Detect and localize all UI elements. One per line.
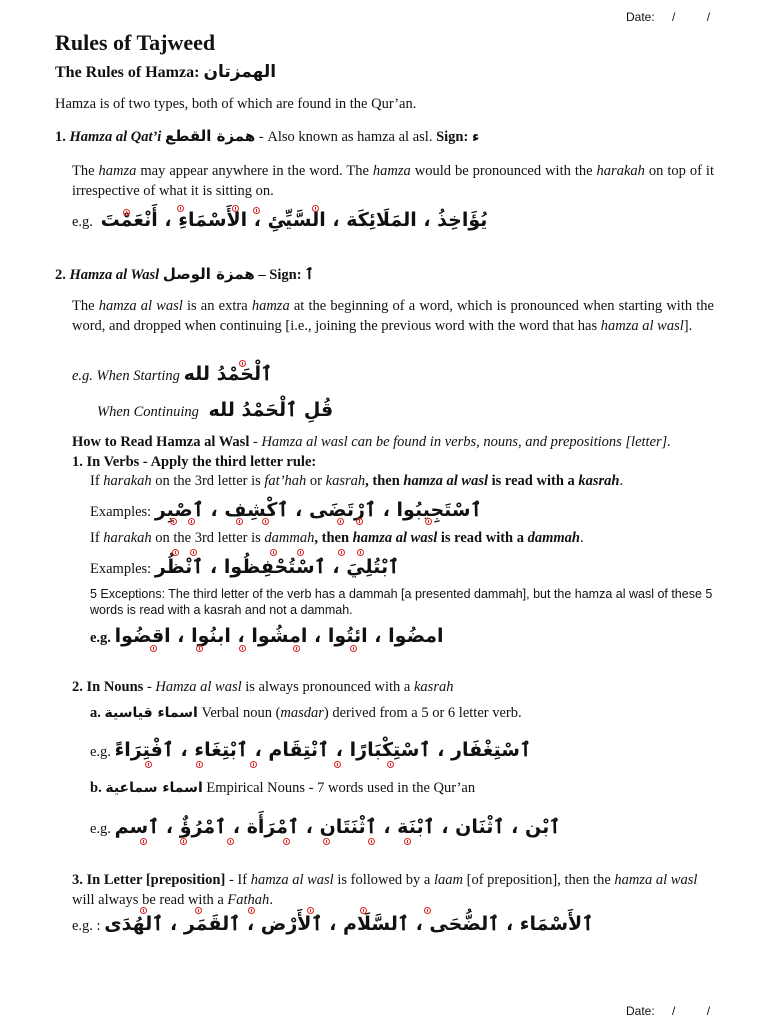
section1-name: Hamza al Qat’i [69,129,162,145]
section-subtitle [55,62,276,82]
section2-paragraph: The hamza al wasl is an extra hamza at the beginning of a word, which is pronounced when starting with the word, and dropped when continuing [i.e., joining the previous word with the word that has hamza al wasl]. [72,298,714,334]
section1-number: 1. [55,129,66,145]
section2-dash: – [258,267,266,283]
section2-start-arabic: ٱلْحَمْدُ لله [183,363,273,385]
section1-sign: ء [471,129,480,145]
kasrah-marker-icon [323,838,330,845]
verbs-exceptions: 5 Exceptions: The third letter of the verb has a dammah [a presented dammah], but the hamza al wasl of these 5 words is read with a kasrah and not a dammah. [90,587,713,617]
subtitle-arabic: الهمزتان [203,62,277,82]
section2-sign: ٱ [305,267,314,283]
section2-sign-label: Sign: [269,267,302,283]
hamza-marker-icon [232,205,239,212]
section2-continue-example [97,399,333,421]
hamza-marker-icon [177,205,184,212]
letter-example [72,913,593,935]
kasrah-marker-icon [180,838,187,845]
subtitle-english: The Rules of Hamza: [55,64,200,81]
fathah-marker-icon [248,907,255,914]
letter-heading: 3. In Letter [preposition] - If hamza al wasl is followed by a laam [of preposition], then the hamza al wasl will always be read with a Fathah. [72,872,698,908]
nouns-a-eg-label: e.g. [90,744,111,760]
kasrah-marker-icon [387,761,394,768]
hamza-marker-icon [253,207,260,214]
nouns-b: b. اسماء سماعية Empirical Nouns - 7 words used in the Qur’an [90,780,476,796]
kasrah-marker-icon [356,518,363,525]
fathah-marker-icon [195,907,202,914]
verbs-exceptions-eg-label: e.g. [90,630,111,646]
section2-continue-arabic: قُلِ ٱلْحَمْدُ لله [208,399,334,421]
footer-date [626,1004,724,1018]
section1-paragraph: The hamza may appear anywhere in the word. The hamza would be pronounced with the harakah on top of it irrespective of what it is sitting on. [72,163,714,199]
fathah-marker-icon [424,907,431,914]
section2-arabic: همزة الوصل [162,265,255,283]
howto-heading [72,434,671,451]
kasrah-marker-icon [293,645,300,652]
nouns-a-arabic: ٱسْتِغْفَار ، ٱسْتِكْبَارًا ، ٱنْتِقَام ، ٱبْتِغَاء ، ٱفْتِرَاءً [114,739,532,761]
section1-arabic: همزة القطع [164,127,256,145]
section2-continue-label: When Continuing [97,404,199,420]
nouns-heading: 2. In Nouns - Hamza al wasl is always pronounced with a kasrah [72,679,454,695]
kasrah-marker-icon [425,518,432,525]
kasrah-marker-icon [145,761,152,768]
header-date-value: / / [672,10,725,24]
dammah-marker-icon [357,549,364,556]
section1-sign-label: Sign: [436,129,469,145]
footer-date-label: Date: [626,1004,655,1018]
footer-date-value: / / [672,1004,725,1018]
section1-aka: - Also known as hamza al asl. [258,129,433,145]
verbs-rule2: If harakah on the 3rd letter is dammah, then hamza al wasl is read with a dammah. [90,530,584,546]
kasrah-marker-icon [227,838,234,845]
kasrah-marker-icon [368,838,375,845]
verbs-example2 [90,556,399,578]
nouns-b-arabic: ٱبْن ، ٱثْنَان ، ٱبْنَة ، ٱثْنَتَان ، ٱمْرَأَة ، ٱمْرُؤٌ ، ٱسم [114,816,561,838]
intro-text: Hamza is of two types, both of which are found in the Qur’an. [55,96,417,112]
kasrah-marker-icon [196,645,203,652]
dammah-marker-icon [270,549,277,556]
verbs-exceptions-example [90,625,444,647]
header-date [626,10,724,24]
kasrah-marker-icon [404,838,411,845]
hamza-marker-icon [123,209,130,216]
dammah-marker-icon [190,549,197,556]
verbs-example1-label: Examples: [90,504,152,520]
verbs-example2-label: Examples: [90,561,152,577]
dammah-marker-icon [338,549,345,556]
verbs-heading [72,454,316,471]
section2-start-label: e.g. When Starting [72,368,180,384]
kasrah-marker-icon [170,518,177,525]
verbs-exceptions-arabic: امضُوا ، ائتُوا ، امشُوا ، ابنُوا ، اقضُوا [114,625,444,647]
kasrah-marker-icon [239,645,246,652]
kasrah-marker-icon [262,518,269,525]
howto-title: How to Read Hamza al Wasl [72,434,250,450]
dammah-marker-icon [297,549,304,556]
verbs-example1-arabic: ٱسْتَجِيبُوا ، ٱرْتَضَى ، ٱكْشِف ، ٱصْبِر [154,499,482,521]
verbs-example2-arabic: ٱبْتُلِيَ ، ٱسْتُحْفِظُوا ، ٱنْظُر [154,556,400,578]
nouns-a-example [90,739,531,761]
page-title: Rules of Tajweed [55,30,216,55]
fathah-marker-icon [307,907,314,914]
section2-number: 2. [55,267,66,283]
kasrah-marker-icon [196,761,203,768]
fathah-marker-icon [360,907,367,914]
kasrah-marker-icon [250,761,257,768]
howto-description: - Hamza al wasl can be found in verbs, nouns, and prepositions [letter]. [249,434,671,450]
kasrah-marker-icon [236,518,243,525]
section1-example [72,209,487,231]
kasrah-marker-icon [140,838,147,845]
letter-eg-label: e.g. : [72,918,101,934]
section2-heading [55,265,314,284]
nouns-a: a. اسماء قياسية Verbal noun (masdar) derived from a 5 or 6 letter verb. [90,705,522,721]
section1-heading [55,127,479,146]
nouns-b-eg-label: e.g. [90,821,111,837]
verbs-rule1: If harakah on the 3rd letter is fat’hah or kasrah, then hamza al wasl is read with a kasrah. [90,473,624,489]
kasrah-marker-icon [283,838,290,845]
kasrah-marker-icon [334,761,341,768]
kasrah-marker-icon [188,518,195,525]
verbs-example1 [90,499,482,521]
section1-eg-label: e.g. [72,214,93,230]
nouns-b-example [90,816,560,838]
letter-arabic: ٱلأَسْمَاء ، ٱلضُّحَى ، ٱلسَّلَام ، ٱلأَرْض ، ٱلقَمَر ، ٱلهُدَى [104,913,594,935]
fathah-marker-icon [140,907,147,914]
verbs-title: 1. In Verbs - Apply the third letter rule: [72,454,317,470]
section1-example-arabic: يُؤَاخِذُ ، المَلَائِكَة ، السَّيِّئِ ، الأَسْمَاءِ ، أَنْعَمْتَ [100,209,488,231]
dammah-marker-icon [172,549,179,556]
section2-name: Hamza al Wasl [69,267,160,283]
kasrah-marker-icon [337,518,344,525]
hamza-marker-icon [312,205,319,212]
hamza-marker-icon [239,360,246,367]
kasrah-marker-icon [350,645,357,652]
header-date-label: Date: [626,10,655,24]
kasrah-marker-icon [150,645,157,652]
